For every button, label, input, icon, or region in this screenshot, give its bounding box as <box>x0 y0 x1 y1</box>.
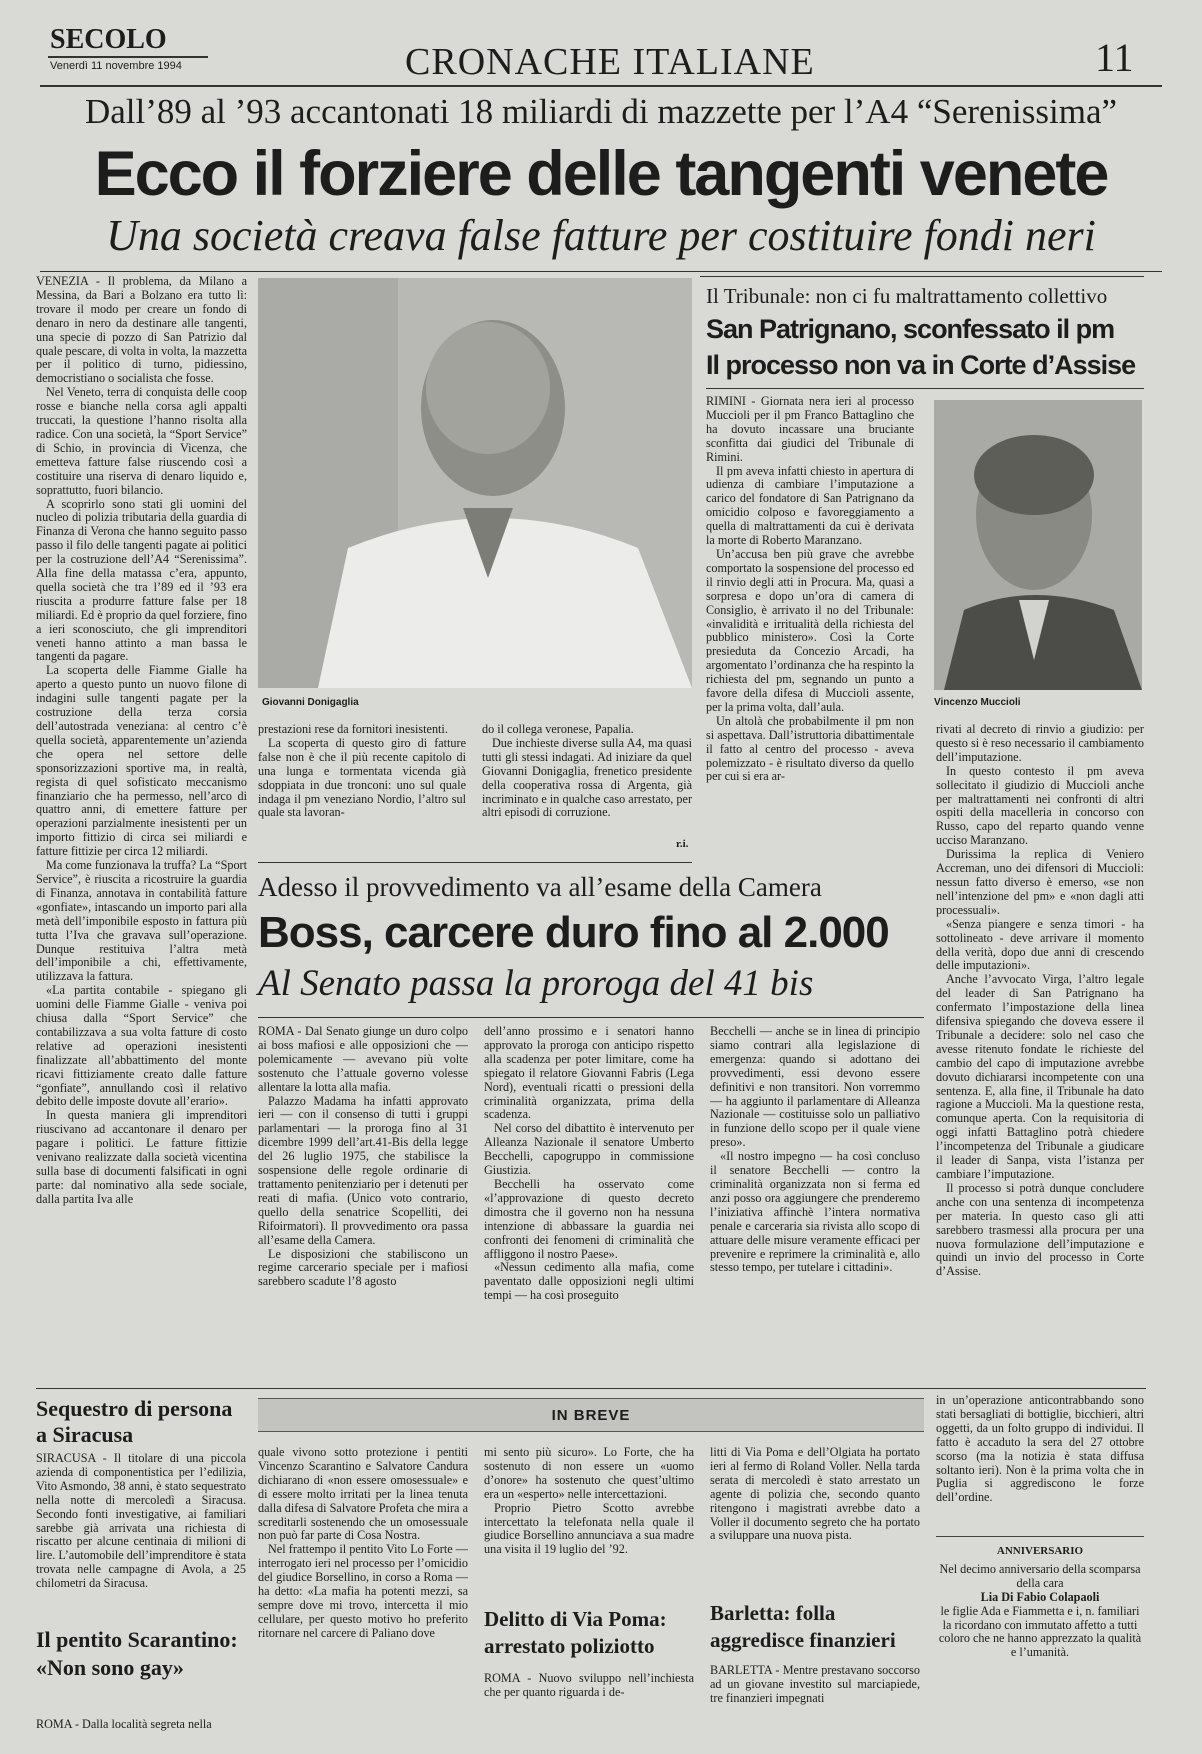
boss-paragraph: Becchelli ha osservato come «l’approvazione di questo decreto dimostra che il governo non ha nessuna intenzione di abbassare la guardia nei confronti dei fenomeni di criminalità che affliggono il nostro Paese». <box>484 1176 694 1261</box>
masthead-rule <box>40 85 1162 87</box>
sequestro-body: SIRACUSA - Il titolare di una piccola azienda di componentistica per l’edilizia, Vito Asmondo, 38 anni, è stato sequestrato nella notte di mercoledì a Siracusa. Secondo fonti investigative, ai familiari sarebbe già arrivata una richiesta di riscatto per alcune centinaia di milioni di lire. L’automobile dell’imprenditore è stata trovata nelle campagne di Avola, a 25 chilometri da Siracusa. <box>36 1452 246 1591</box>
lead-paragraph: VENEZIA - Il problema, da Milano a Messina, da Bari a Bolzano era tutto lì: trovare il modo per creare un fondo di denaro in nero da destinare alle tangenti, una specie di pozzo di San Patrizio dal quale pescare, di volta in volta, la mazzetta per il politico di turno, pidiessino, democristiano o socialista che fosse. <box>36 275 247 386</box>
boss-column-1 <box>258 1025 468 1405</box>
donigaglia-caption: Giovanni Donigaglia <box>262 697 359 708</box>
lead-paragraph: A scoprirlo sono stati gli uomini del nucleo di polizia tributaria della guardia di Finanza di Verona che hanno seguito passo passo il filo delle tangenti pagate ai politici per la costruzione dell’A4 “Serenissima”. Alla fine della matassa c’era, appunto, quella società che tra l’89 ed il ’93 era riuscita a produrre fatture false per 18 miliardi. Ed è proprio da quel forziere, fino a ieri sconosciuto, che gli imprenditori veneti hanno attinto a man bassa le tangenti da pagare. <box>36 496 247 664</box>
via-poma-headline: Delitto di Via Poma: arrestato poliziotto <box>484 1607 667 1658</box>
newspaper-logo: SECOLO <box>50 24 167 55</box>
scarantino-headline: Il pentito Scarantino: «Non sono gay» <box>36 1627 238 1680</box>
patrignano-paragraph: In questo contesto il pm aveva sollecitato il giudizio di Muccioli anche per maltrattamenti nei confronti di altri ospiti della macelleria in concorso con Russo, capo del reparto quando venne ucciso Maranzano. <box>936 763 1144 848</box>
patrignano-column-1 <box>706 395 914 850</box>
patrignano-column-2 <box>936 723 1144 1408</box>
scarantino-paragraph: Nel frattempo il pentito Vito Lo Forte — interrogato ieri nel processo per l’omicidio del giudice Borsellino, in corso a Roma — ha detto: «La mafia ha potenti mezzi, sa sempre dove mi trovo, intercetta il mio cellulare, per questo motivo ho preferito ritornare nel carcere di Paliano dove <box>258 1542 468 1640</box>
sequestro-headline: Sequestro di persona a Siracusa <box>36 1396 233 1447</box>
portrait-illustration <box>258 278 692 688</box>
boss-column-2 <box>484 1025 694 1405</box>
patrignano-headline-2: Il processo non va in Corte d’Assise <box>706 350 1136 380</box>
patrignano-paragraph: rivati al decreto di rinvio a giudizio: per questo si è reso necessario il cambiamento dell’imputazione. <box>936 723 1144 764</box>
anniversario-line-1: Nel decimo anniversario della scomparsa della cara <box>939 1561 1141 1590</box>
boss-paragraph: Le disposizioni che stabiliscono un regime carcerario speciale per i mafiosi sarebbero scadute l’8 agosto <box>258 1246 468 1289</box>
boss-column-3 <box>710 1025 920 1405</box>
lead-paragraph: «La partita contabile - spiegano gli uomini delle Fiamme Gialle - veniva poi chiusa dalla “Sport Service” che contabilizzava a sua volta fatture di costo relative ad operazioni inesistenti finalizzate all’abbattimento del monte ricavi fittiziamente creato dalle fatture “gonfiate”, annullando così il relativo debito delle imposte dovute all’erario». <box>36 983 247 1109</box>
lead-column-1 <box>36 275 247 1375</box>
barletta-body: BARLETTA - Mentre prestavano soccorso ad un giovane investito sul marciapiede, tre finanzieri impegnati <box>710 1664 920 1705</box>
scarantino-paragraph: Proprio Pietro Scotto avrebbe intercettato la telefonata nella quale il giudice Borsellino annunciava a sua madre una visita il 19 luglio del ’92. <box>484 1500 694 1557</box>
scarantino-column-2 <box>258 1446 468 1736</box>
lead-paragraph: prestazioni rese da fornitori inesistenti. <box>258 723 448 736</box>
lead-subhead: Una società creava false fatture per costituire fondi neri <box>106 211 1096 260</box>
scarantino-paragraph: quale vivono sotto protezione i pentiti Vincenzo Scarantino e Salvatore Candura dichiarano di «non essere omosessuale» e di essere molto irritati per la linea tenuta dalla difesa di Salvatore Profeta che mira a screditarli sostenendo che un omosessuale non può far parte di Cosa Nostra. <box>258 1446 468 1543</box>
scarantino-paragraph: mi sento più sicuro». Lo Forte, che ha sostenuto di non essere un «uomo d’onore» ha sostenuto che quest’ultimo era un «esperto» nelle intercettazioni. <box>484 1446 694 1501</box>
barletta-continued: in un’operazione anticontrabbando sono stati bersagliati di bottiglie, bicchieri, altri oggetti, da un folto gruppo di individui. Il fatto è accaduto la sera del 27 ottobre scorso (ma la notizia è stata diffusa soltanto ieri). Non è la prima volta che in Puglia si aggrediscono le forze dell’ordine. <box>936 1394 1144 1505</box>
boss-paragraph: Nel corso del dibattito è intervenuto per Alleanza Nazionale il senatore Umberto Becchelli, capogruppo in commissione Giustizia. <box>484 1121 694 1178</box>
lead-paragraph: Nel Veneto, terra di conquista delle coop rosse e bianche nella corsa agli appalti truccati, la questione l’hanno risolta alla radice. Con una società, la “Sport Service” di Schio, in provincia di Vicenza, che emetteva fatture false riuscendo così a costituire una riserva di denaro liquido e, soprattutto, fuori bilancio. <box>36 385 247 497</box>
patrignano-top-rule <box>700 276 1144 277</box>
via-poma-continued: litti di Via Poma e dell’Olgiata ha portato ieri al fermo di Roland Voller. Nella tarda serata di mercoledì è stato arrestato un agente di polizia che, secondo quanto ritengono i magistrati avrebbe dato a Voller il documento segreto che ha portato a sviluppare una nuova pista. <box>710 1446 920 1543</box>
boss-overline: Adesso il provvedimento va all’esame della Camera <box>258 872 822 902</box>
portrait-illustration <box>934 400 1142 690</box>
lead-rule <box>40 271 1162 272</box>
patrignano-paragraph: Un’accusa ben più grave che avrebbe comportato la sospensione del processo ed il rinvio degli atti in Procura. Ma, quasi a sorpresa e dopo un’ora di camera di Consiglio, è arrivato il no del Tribunale: «invalidità e irritualità della richiesta del pubblico ministero». Così la Corte presieduta da Concezio Arcadi, ha argomentato l’ordinanza che ha respinto la richiesta del pm, segnando un punto a favore della difesa di Muccioli assente, per la prima volta, dall’aula. <box>706 546 914 714</box>
patrignano-paragraph: «Senza piangere e senza timori - ha sottolineato - deve arrivare il momento della verità, dopo due anni di crescendo delle imputazioni». <box>936 916 1144 973</box>
lead-column-3 <box>482 723 692 853</box>
lead-bottom-rule <box>258 862 692 863</box>
lead-column-2 <box>258 723 466 853</box>
boss-paragraph: «Il nostro impegno — ha così concluso il senatore Becchelli — contro la criminalità organizzata non si ferma ed anzi posso ora aggiungere che prenderemo l’iniziativa affinchè l’intera normativa penale e carceraria sia rivista allo scopo di attuare delle misure veramente efficaci per prevenire e reprimere la criminalità e, allo stesso tempo, per tutelare i cittadini». <box>710 1149 920 1275</box>
patrignano-paragraph: Il pm aveva infatti chiesto in apertura di udienza di cambiare l’imputazione a carico del fondatore di San Patrignano da omicidio colposo e favoreggiamento a quella di maltrattamenti da cui è derivata la morte di Roberto Maranzano. <box>706 463 914 548</box>
scarantino-column-3 <box>484 1446 694 1606</box>
bottom-section-rule <box>36 1388 1146 1389</box>
boss-paragraph: Palazzo Madama ha infatti approvato ieri — con il consenso di tutti i gruppi parlamentari — la proroga fino al 31 dicembre 1999 dell’art.41-Bis della legge del 26 luglio 1975, che stabilisce la sospensione delle regole ordinarie di trattamento penitenziario per i detenuti per reati di mafia. (Unico voto contrario, quello della senatrice Scopelliti, dei Rifoirmatori). Il provvedimento ora passa all’esame della Camera. <box>258 1093 468 1247</box>
via-poma-body: ROMA - Nuovo sviluppo nell’inchiesta che per quanto riguarda i de- <box>484 1672 694 1699</box>
patrignano-overline: Il Tribunale: non ci fu maltrattamento collettivo <box>706 284 1108 308</box>
in-breve-label: IN BREVE <box>551 1407 631 1424</box>
boss-paragraph: dell’anno prossimo e i senatori hanno approvato la proroga con anticipo rispetto alla scadenza per poter limitare, come ha spiegato il relatore Giovanni Fabris (Lega Nord), eventuali ricatti o pressioni della criminalità organizzata, prima della scadenza. <box>484 1025 694 1122</box>
barletta-headline: Barletta: folla aggredisce finanzieri <box>710 1601 896 1652</box>
boss-paragraph: «Nessun cedimento alla mafia, come paventato dalle opposizioni negli ultimi tempi — ha così proseguito <box>484 1260 694 1303</box>
boss-paragraph: ROMA - Dal Senato giunge un duro colpo ai boss mafiosi e alle opposizioni che — polemicamente — avevano più volte sostenuto che l’attuale governo volesse allentare la lotta alla mafia. <box>258 1025 468 1094</box>
page-number: 11 <box>1095 35 1134 80</box>
lead-headline: Ecco il forziere delle tangenti venete <box>94 139 1108 209</box>
lead-signature: r.i. <box>676 838 689 850</box>
lead-paragraph: Ma come funzionava la truffa? La “Sport Service”, è riuscita a ricostruire la guardia di Finanza, annotava in contabilità fatture «gonfiate», intascando un importo pari alla metà dell’imponibile esposto in fattura più tutta l’Iva che gravava sull’operazione. Dunque restituiva l’altra metà dell’imponibile a chi, effettivamente, utilizzava la fattura. <box>36 858 247 984</box>
lead-paragraph: La scoperta di questo giro di fatture false non è che il più recente capitolo di una lunga e tormentata vicenda già sdoppiata in due tronconi: uno sul quale indaga il pm veneziano Nordio, l’altro sul quale sta lavoran- <box>258 735 466 820</box>
lead-paragraph: Due inchieste diverse sulla A4, ma quasi tutti gli stessi indagati. Ad iniziare da quel Giovanni Donigaglia, frenetico presidente della cooperativa rossa di Argenta, già incriminato e in qualche caso arrestato, per altri episodi di corruzione. <box>482 735 692 820</box>
anniversario-name: Lia Di Fabio Colapaoli <box>980 1589 1100 1604</box>
in-breve-band <box>258 1398 924 1432</box>
issue-date: Venerdì 11 novembre 1994 <box>50 60 182 72</box>
lead-paragraph: In questa maniera gli imprenditori riuscivano ad accantonare il denaro per pagare i politici. Le fatture fittizie venivano realizzate dalla società vicentina sulla base di documenti falsificati in ogni parte: dal nominativo alla sede sociale, dalla partita Iva alle <box>36 1108 247 1206</box>
boss-subhead: Al Senato passa la proroga del 41 bis <box>258 963 814 1004</box>
patrignano-paragraph: Durissima la replica di Veniero Accreman, uno dei difensori di Muccioli: nessun fatto diverso è emerso, «se non nell’intenzione del pm» e «non dagli atti processuali». <box>936 847 1144 917</box>
section-title: CRONACHE ITALIANE <box>405 41 815 83</box>
lead-paragraph: do il collega veronese, Papalia. <box>482 723 634 736</box>
muccioli-photo <box>934 400 1142 690</box>
patrignano-rule <box>706 388 1144 389</box>
lead-paragraph: La scoperta delle Fiamme Gialle ha aperto a questo punto un nuovo filone di indagini sulle tangenti pagate per la costruzione della terza corsia dell’autostrada veneziana: al centro c’è quella società, apparentemente un’azienda che opera nel settore delle sponsorizzazioni sportive ma, in realtà, regista di quel sofisticato meccanismo finanziario che ha permesso, nell’arco di quattro anni, di emettere fatture per operazioni parzialmente inesistenti per un importo fittizio di circa sei miliardi e fatture fittizie per circa 12 miliardi. <box>36 663 247 859</box>
anniversario-box <box>936 1536 1144 1736</box>
boss-headline: Boss, carcere duro fino al 2.000 <box>258 908 889 957</box>
scarantino-body: ROMA - Dalla località segreta nella <box>36 1718 212 1731</box>
boss-paragraph: Becchelli — anche se in linea di principio siamo contrari alla legislazione di emergenza: quando si adottano dei provvedimenti, essi devono essere definitivi e non transitori. Non vorremmo — ha aggiunto il parlamentare di Alleanza Nazionale — costituisse solo un palliativo in funzione dello scopo per il quale viene preso». <box>710 1025 920 1150</box>
patrignano-headline-1: San Patrignano, sconfessato il pm <box>706 314 1115 344</box>
patrignano-paragraph: Anche l’avvocato Virga, l’altro legale del leader di San Patrignano ha confermato l’impostazione della linea difensiva spiegando che doveva essere il Tribunale a decidere: solo nel caso che avesse ritenuto fondate le richieste del cambio del capo di imputazione avrebbe dovuto dichiararsi incompetente con una sentenza. E, alla fine, il Tribunale ha dato ragione a Muccioli. Ma la questione resta, comunque aperta. Con la requisitoria di oggi infatti Battaglino potrà chiedere l’incompetenza del Tribunale a giudicare il leader di Sanpa, vista l’istanza per cambiare l’imputazione. <box>936 972 1144 1181</box>
anniversario-line-2: le figlie Ada e Fiammetta e i, n. familiari la ricordano con immutato affetto a tutti coloro che ne hanno apprezzato la qualità e l’umanità. <box>938 1603 1142 1660</box>
anniversario-title: ANNIVERSARIO <box>996 1545 1084 1557</box>
patrignano-paragraph: RIMINI - Giornata nera ieri al processo Muccioli per il pm Franco Battaglino che ha dovuto incassare una bruciante sconfitta dai giudici del Tribunale di Rimini. <box>706 395 914 464</box>
patrignano-paragraph: Il processo si potrà dunque concludere anche con una sentenza di incompetenza per materia. In questo caso gli atti sarebbero trasmessi alla procura per una nuova formulazione dell’imputazione e quindi un invio del processo in Corte d’Assise. <box>936 1180 1144 1279</box>
muccioli-caption: Vincenzo Muccioli <box>934 697 1021 708</box>
lead-overline: Dall’89 al ’93 accantonati 18 miliardi di mazzette per l’A4 “Serenissima” <box>84 92 1118 131</box>
patrignano-paragraph: Un altolà che probabilmente il pm non si aspettava. Dall’istruttoria dibattimentale il fatto al centro del processo - aveva polemizzato - è risultato diverso da quello per cui si era ar- <box>706 713 914 784</box>
boss-rule <box>258 1017 924 1018</box>
masthead-underline <box>48 56 208 58</box>
donigaglia-photo <box>258 278 692 688</box>
